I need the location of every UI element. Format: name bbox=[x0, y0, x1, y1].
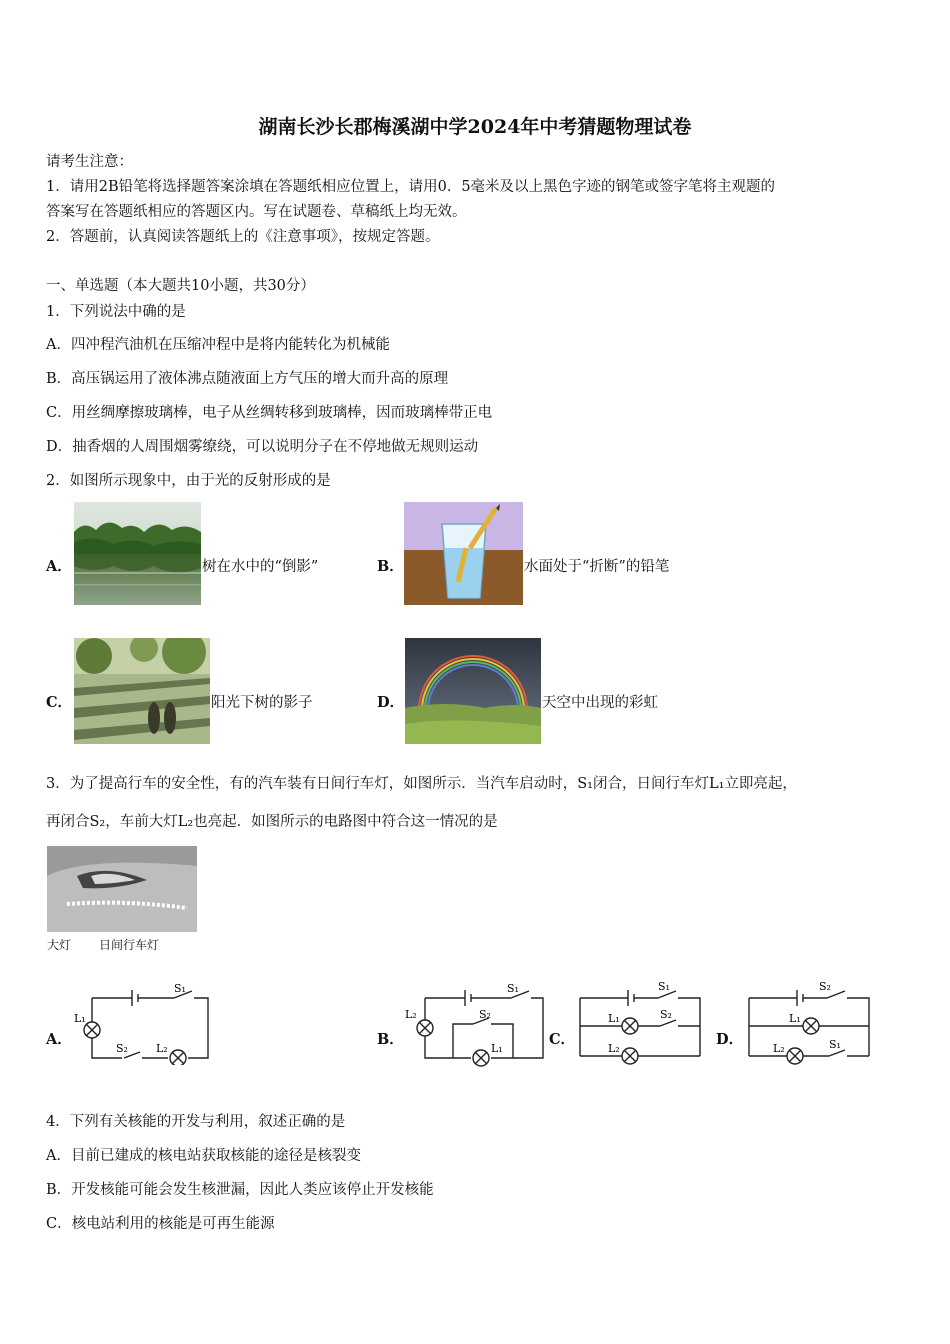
circuit-c-label-l2: L₂ bbox=[608, 1042, 620, 1055]
circuit-d-label-s1: S₁ bbox=[829, 1038, 841, 1051]
section-heading: 一、单选题（本大题共10小题，共30分） bbox=[46, 278, 315, 294]
circuit-a-label-l2: L₂ bbox=[156, 1042, 168, 1055]
q3-option-a-letter: A． bbox=[46, 1031, 72, 1048]
q2-option-a-text: 树在水中的“倒影” bbox=[202, 559, 319, 575]
notice-item-1-line-1: 1．请用2B铅笔将选择题答案涂填在答题纸相应位置上，请用0．5毫米及以上黑色字迹的钢笔或签字笔将主观题的 bbox=[46, 179, 776, 195]
q4-stem: 4．下列有关核能的开发与利用，叙述正确的是 bbox=[46, 1114, 346, 1130]
circuit-diagram-a bbox=[70, 980, 215, 1065]
q2-option-a-letter: A． bbox=[46, 558, 72, 575]
page-title: 湖南长沙长郡梅溪湖中学2024年中考猜题物理试卷 bbox=[258, 116, 692, 138]
q1-stem: 1．下列说法中确的是 bbox=[46, 304, 186, 320]
circuit-diagram-d bbox=[745, 976, 875, 1070]
q1-option-b: B．高压锅运用了液体沸点随液面上方气压的增大而升高的原理 bbox=[46, 371, 449, 387]
circuit-diagram-c bbox=[576, 976, 706, 1070]
q2-stem: 2．如图所示现象中，由于光的反射形成的是 bbox=[46, 473, 331, 489]
q3-stem-line-2: 再闭合S₂，车前大灯L₂也亮起．如图所示的电路图中符合这一情况的是 bbox=[46, 814, 498, 830]
car-lights-photo bbox=[47, 846, 197, 932]
notice-item-2: 2．答题前，认真阅读答题纸上的《注意事项》，按规定答题。 bbox=[46, 229, 440, 245]
q1-option-a: A．四冲程汽油机在压缩冲程中是将内能转化为机械能 bbox=[46, 337, 390, 353]
circuit-a-label-s2: S₂ bbox=[116, 1042, 128, 1055]
q2-option-b-letter: B． bbox=[377, 558, 404, 575]
q1-option-d: D．抽香烟的人周围烟雾缭绕，可以说明分子在不停地做无规则运动 bbox=[46, 439, 479, 455]
tree-shadow-photo bbox=[74, 638, 210, 744]
circuit-b-label-s1: S₁ bbox=[507, 982, 519, 995]
q2-option-c-letter: C． bbox=[46, 694, 73, 711]
q3-option-c-letter: C． bbox=[549, 1031, 576, 1048]
circuit-diagram-b bbox=[403, 978, 550, 1068]
q4-option-a: A．目前已建成的核电站获取核能的途径是核裂变 bbox=[46, 1148, 361, 1164]
q4-option-c: C．核电站利用的核能是可再生能源 bbox=[46, 1216, 275, 1232]
q2-option-c-text: 阳光下树的影子 bbox=[211, 695, 313, 711]
q4-option-b: B．开发核能可能会发生核泄漏，因此人类应该停止开发核能 bbox=[46, 1182, 434, 1198]
circuit-a-label-l1: L₁ bbox=[74, 1012, 86, 1025]
circuit-b-label-l2: L₂ bbox=[405, 1008, 417, 1021]
photo-label-headlight: 大灯 bbox=[47, 938, 72, 952]
circuit-d-label-l1: L₁ bbox=[789, 1012, 801, 1025]
circuit-c-label-s2: S₂ bbox=[660, 1008, 672, 1021]
q3-stem-line-1: 3．为了提高行车的安全性，有的汽车装有日间行车灯，如图所示．当汽车启动时，S₁闭合，日间行车灯L₁立即亮起， bbox=[46, 776, 797, 792]
q2-option-d-letter: D． bbox=[377, 694, 405, 711]
q1-option-c: C．用丝绸摩擦玻璃棒，电子从丝绸转移到玻璃棒，因而玻璃棒带正电 bbox=[46, 405, 493, 421]
circuit-c-label-s1: S₁ bbox=[658, 980, 670, 993]
q2-option-d-text: 天空中出现的彩虹 bbox=[542, 695, 658, 711]
bent-pencil-photo bbox=[404, 502, 523, 605]
q3-option-d-letter: D． bbox=[716, 1031, 744, 1048]
rainbow-photo bbox=[405, 638, 541, 744]
circuit-a-label-s1: S₁ bbox=[174, 982, 186, 995]
photo-label-drl: 日间行车灯 bbox=[99, 938, 160, 952]
tree-reflection-photo bbox=[74, 502, 201, 605]
notice-heading: 请考生注意： bbox=[46, 154, 133, 170]
circuit-c-label-l1: L₁ bbox=[608, 1012, 620, 1025]
q3-option-b-letter: B． bbox=[377, 1031, 404, 1048]
q2-option-b-text: 水面处于“折断”的铅笔 bbox=[524, 559, 670, 575]
circuit-b-label-s2: S₂ bbox=[479, 1008, 491, 1021]
notice-item-1-line-2: 答案写在答题纸相应的答题区内。写在试题卷、草稿纸上均无效。 bbox=[46, 204, 467, 220]
circuit-d-label-l2: L₂ bbox=[773, 1042, 785, 1055]
circuit-b-label-l1: L₁ bbox=[491, 1042, 503, 1055]
circuit-d-label-s2: S₂ bbox=[819, 980, 831, 993]
